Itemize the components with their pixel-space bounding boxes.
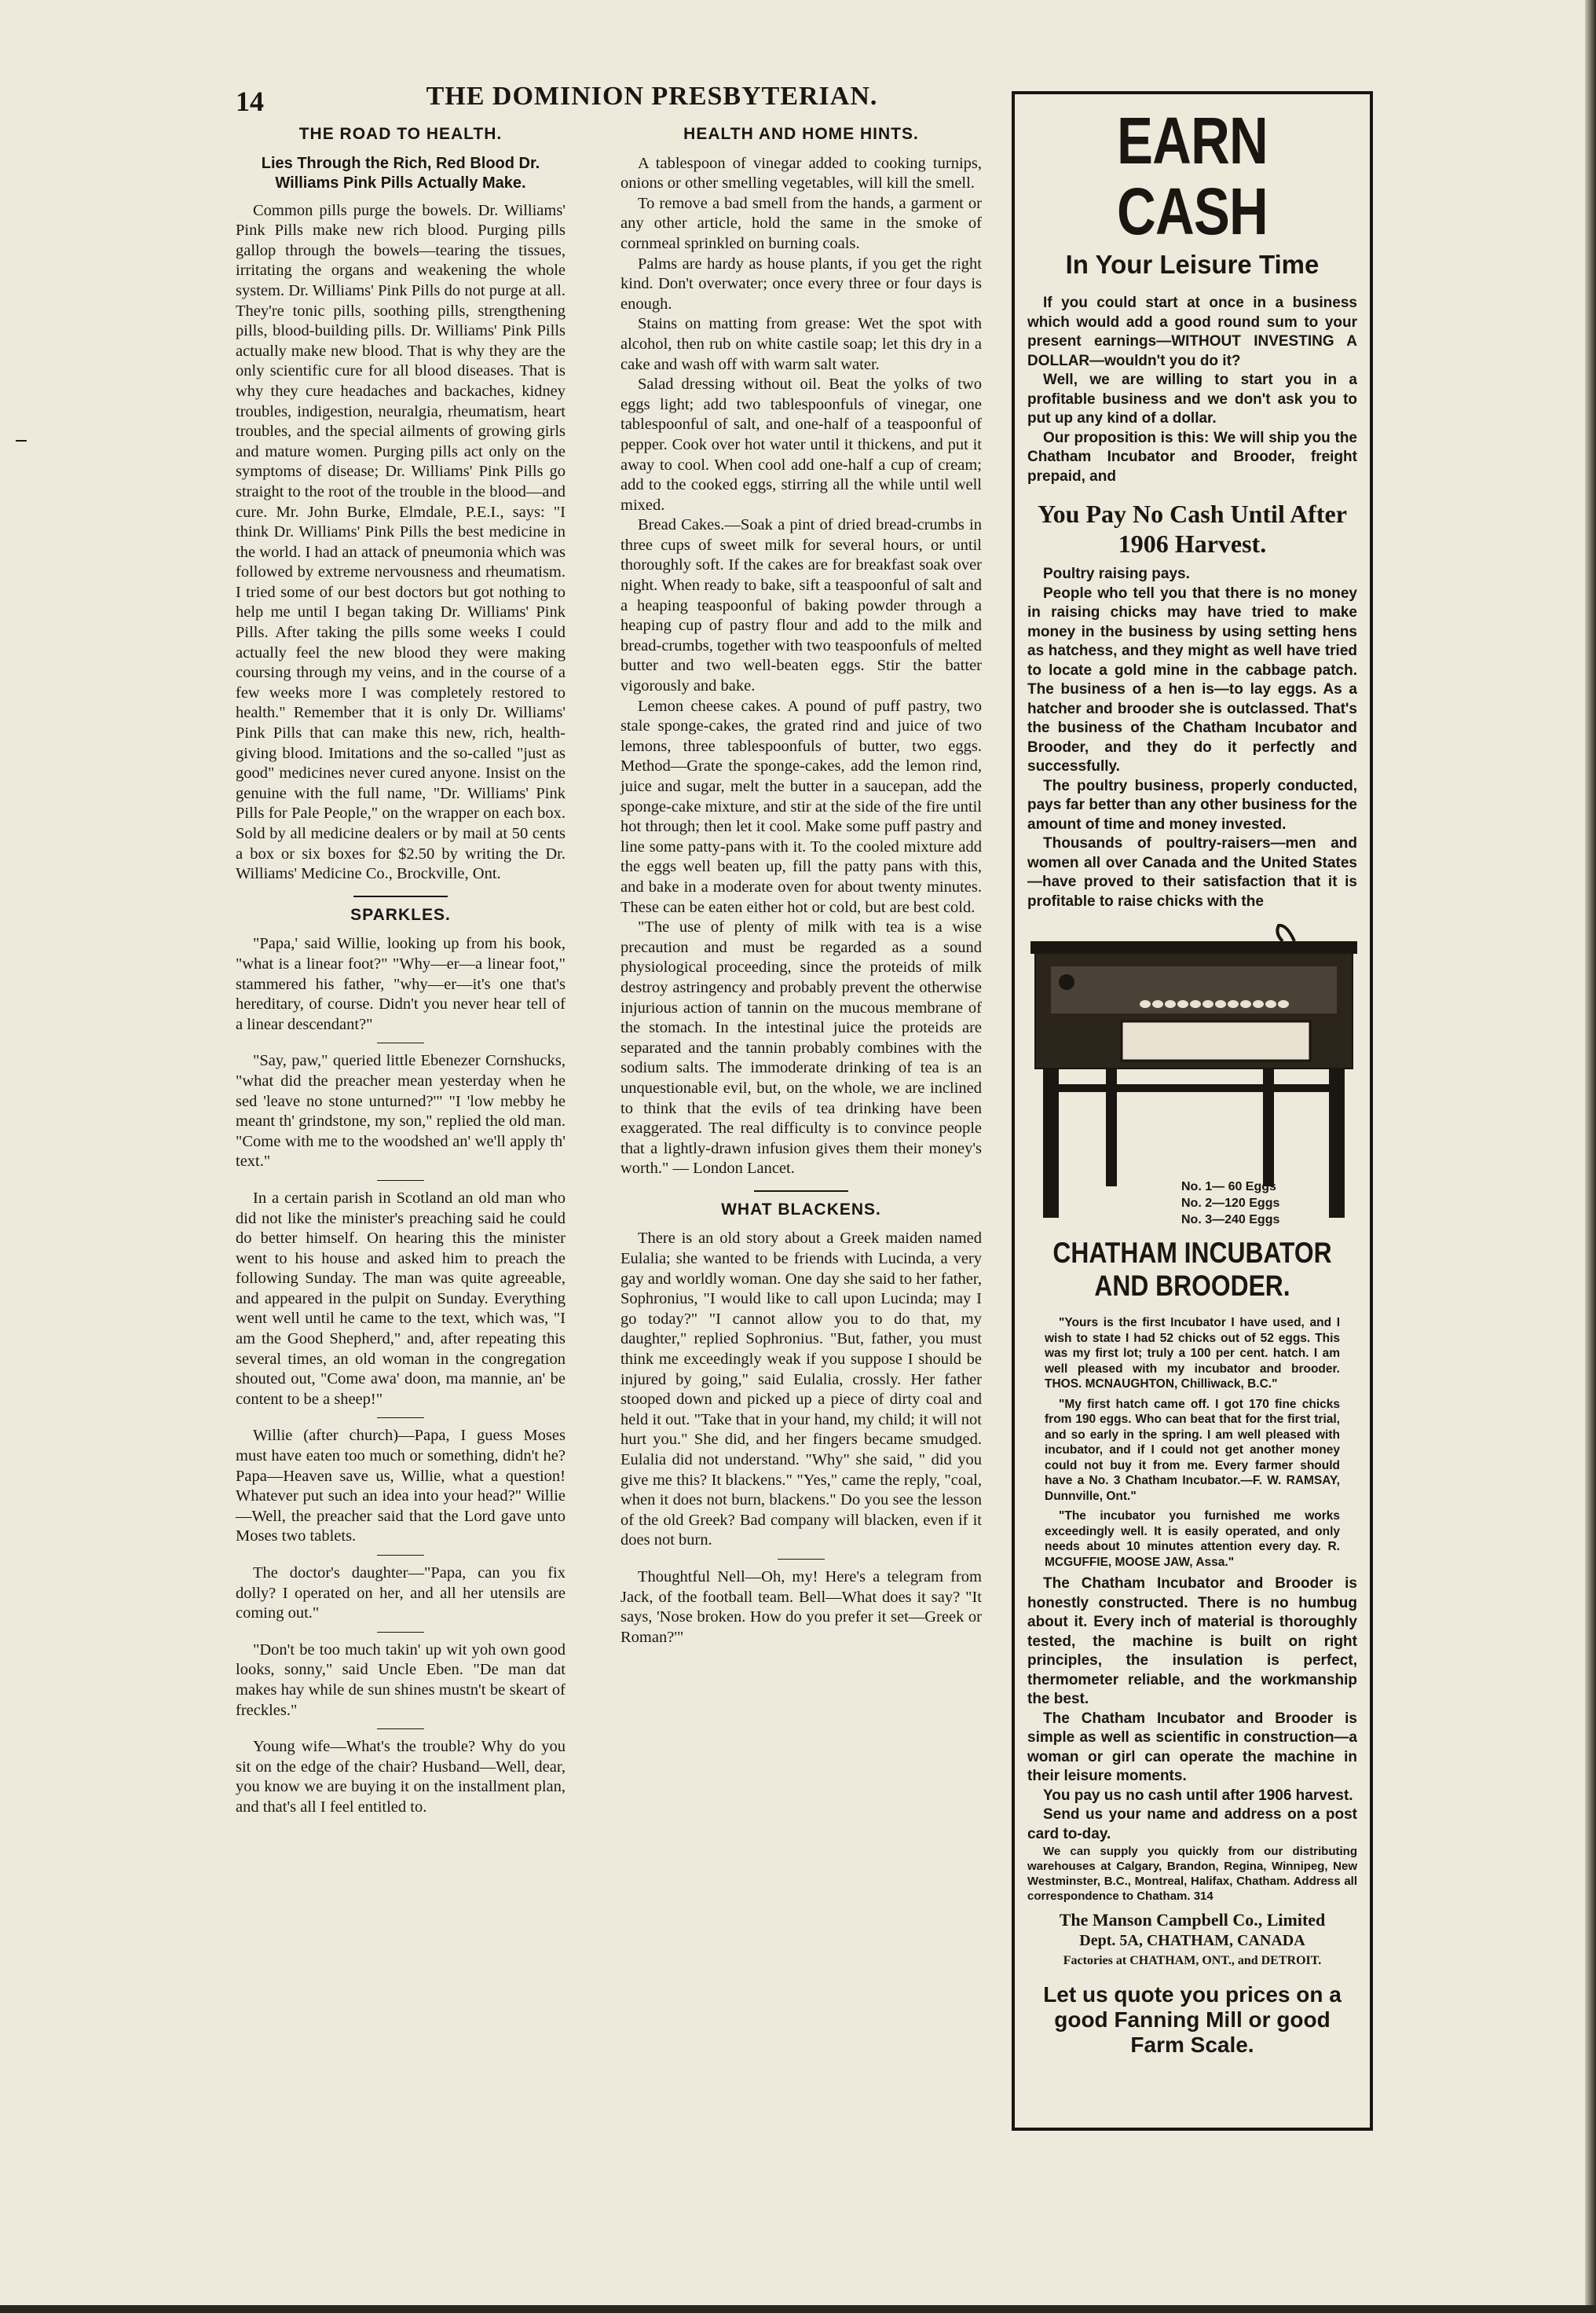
ad-paragraph: Thousands of poultry-raisers—men and women all over Canada and the United States—have proved to their satisfaction that it is profitable to raise chicks with the (1027, 835, 1357, 910)
hint-item: Bread Cakes.—Soak a pint of dried bread-crumbs in three cups of sweet milk for several hours, or until thoroughly soft. If the cakes are for breakfast soak over night. When ready to bake, sift a teaspoonful of salt and a heaping teaspoonful of baking powder through a heaping cup of pastry flour and add to the milk and bread-crumbs, together with two teaspoonfuls of melted butter and two well-beaten eggs. Stir the batter vigorously and bake. (620, 516, 982, 695)
sparkle-item: Young wife—What's the trouble? Why do you sit on the edge of the chair? Husband—Well, dear, you know we are buying it on the installment plan, and that's all I feel entitled to. (236, 1738, 566, 1816)
hint-item: Lemon cheese cakes. A pound of puff pastry, two stale sponge-cakes, the grated rind and juice of two lemons, three tablespoonfuls of butter, two eggs. Method—Grate the sponge-cakes, add the lemon rind, juice and sugar, melt the butter in a saucepan, add the sponge-cake mixture, and stir at the side of the fire until hot through; then let it cool. Make some puff pastry and line some patty-pans with it. To the cooled mixture add the eggs well beaten up, fill the patty pans with this, and bake in a moderate oven for about twenty minutes. These can be eaten either hot or cold, but are best cold. (620, 697, 982, 916)
article-title-what-blackens: WHAT BLACKENS. (721, 1200, 881, 1219)
company-name: The Manson Campbell Co., Limited (1059, 1910, 1326, 1930)
testimonial: "The incubator you furnished me works exceedingly well. It is easily operated, and only needs about 10 minutes attention every day. R. MCGUFFIE, MOOSE JAW, Assa." (1045, 1509, 1340, 1569)
sparkle-item: "Don't be too much takin' up wit yoh own good looks, sonny," said Uncle Eben. "De man dat makes hay while de sun shines mustn't be skeart of freckles." (236, 1640, 566, 1719)
section-rule (353, 896, 448, 897)
ad-body-lower (1027, 1574, 1357, 1904)
running-head: THE DOMINION PRESBYTERIAN. (426, 82, 878, 111)
sparkles-title: SPARKLES. (350, 905, 451, 924)
ad-headline: EARN CASH (1117, 104, 1268, 248)
size-option: No. 2—120 Eggs (1181, 1197, 1280, 1210)
item-rule (778, 1559, 825, 1560)
article-title-health-home-hints: HEALTH AND HOME HINTS. (683, 125, 919, 143)
ad-brand-name: CHATHAM INCUBATOR AND BROODER. (1052, 1237, 1332, 1302)
item-rule (377, 1417, 424, 1418)
ad-quote-line: Let us quote you prices on a good Fanning Mill or good Farm Scale. (1043, 1982, 1342, 2057)
testimonial: "Yours is the first Incubator I have used, and I wish to state I had 52 chicks out of 52 eggs. This was my first lot; truly a 100 per cent. hatch. I am well pleased with my incubator and brooder. THOS. MCNAUGHTON, Chilliwack, B.C." (1045, 1316, 1340, 1391)
section-rule (754, 1190, 848, 1192)
article-subtitle: Lies Through the Rich, Red Blood Dr. Williams Pink Pills Actually Make. (261, 154, 540, 192)
hint-item: "The use of plenty of milk with tea is a wise precaution and must be regarded as a sound physiological proceeding, since the proteids of milk destroy astringency and probably prevent the otherwise injurious action of tannin on the mucous membrane of the stomach. In the intestinal juice the proteids are separated and the tannin probably combines with the sodium salts. The immoderate drinking of tea is an unquestionable evil, but, on the whole, we are inclined to think that the evils of tea drinking have been exaggerated. The real difficulty is to convince people that a lightly-drawn infusion gives them their money's worth." — London Lancet. (620, 918, 982, 1178)
ad-address-block (1027, 1910, 1357, 1971)
hint-item: Palms are hardy as house plants, if you get the right kind. Don't overwater; once every three or four days is enough. (620, 255, 982, 313)
ad-paragraph: Our proposition is this: We will ship you the Chatham Incubator and Brooder, freight prepaid, and (1027, 429, 1357, 485)
size-option: No. 3—240 Eggs (1181, 1213, 1280, 1226)
ad-subhead: In Your Leisure Time (1065, 250, 1320, 279)
ad-big-offer: You Pay No Cash Until After 1906 Harvest. (1038, 500, 1347, 558)
item-rule (377, 1180, 424, 1181)
sparkle-item: The doctor's daughter—"Papa, can you fix dolly? I operated on her, and all her utensils are coming out." (236, 1564, 566, 1622)
ad-paragraph: The poultry business, properly conducted, pays far better than any other business for the amount of time and money invested. (1027, 777, 1357, 833)
column-left (236, 124, 566, 1818)
hint-item: Stains on matting from grease: Wet the spot with alcohol, then rub on white castile soap; let this dry in a cake and wash off with warm salt water. (620, 315, 982, 373)
ad-body (1027, 294, 1357, 911)
item-rule (377, 1555, 424, 1556)
article-title-road-to-health: THE ROAD TO HEALTH. (298, 125, 503, 143)
sparkle-item: In a certain parish in Scotland an old man who did not like the minister's preaching said he could do better himself. On hearing this the minister went to his house and asked him to preach the following Sunday. The man was quite agreeable, and appeared in the pulpit on Sunday. Everything went well until he came to the text, which was, "I am the Good Shepherd," and, after repeating this several times, an old woman in the congregation shouted out, "Come awa' doon, ma mannie, an' be content to be a sheep!" (236, 1189, 566, 1408)
advertisement-chatham-incubator (1012, 91, 1373, 2131)
ad-paragraph: People who tell you that there is no money in raising chicks may have tried to make money in the business by using setting hens as hatchess, and they might as well have tried to locate a gold mine in the cabbage patch. The business of a hen is—to lay eggs. As a hatcher and brooder she is outclassed. That's the business of the Chatham Incubator and Brooder, and they do it perfectly and successfully. (1027, 585, 1357, 775)
page-number: 14 (236, 86, 264, 117)
ad-paragraph: We can supply you quickly from our distributing warehouses at Calgary, Brandon, Regina, Winnipeg, New Westminster, B.C., Montreal, Halifax, Chatham. Address all correspondence to Chatham. 314 (1027, 1845, 1357, 1903)
ad-paragraph: Send us your name and address on a post card to-day. (1027, 1806, 1357, 1842)
margin-mark (16, 440, 27, 442)
testimonial: "My first hatch came off. I got 170 fine chicks from 190 eggs. Who can beat that for the first trial, and so early in the spring. I am well pleased with incubator, and if I could not get another money could not buy it from me. Every farmer should have a No. 3 Chatham Incubator.—F. W. RAMSAY, Dunnville, Ont." (1045, 1397, 1340, 1503)
column-middle (620, 124, 982, 1648)
sparkle-item: Willie (after church)—Papa, I guess Moses must have eaten too much or something, didn't he? Papa—Heaven save us, Willie, what a question! Whatever put such an idea into your head?" Willie—Well, the preacher said that the Lord gave unto Moses two tablets. (236, 1427, 566, 1545)
article-body-what-blackens: There is an old story about a Greek maiden named Eulalia; she wanted to be friends with Lucinda, a very gay and worldly woman. One day she said to her father, Sophronius, "I would like to call upon Lucinda; may I go today?" "I cannot allow you to do that, my daughter," replied Sophronius. "But, father, you must think me exceedingly weak if you suppose I should be injured by going," said Eulalia, crossly. Her father stooped down and picked up a piece of dirty coal and held it out. "Take that in your hand, my child; it will not hurt you." She did, and her fingers became smudged. Eulalia did not understand. "Why" she said, " did you give me this? It blackens." "Yes," came the reply, "coal, when it does not burn, blackens." Do you see the lesson of the old Greek? Bad company will blacken, even if it does not burn. (620, 1230, 982, 1549)
joke-nell: Thoughtful Nell—Oh, my! Here's a telegram from Jack, of the football team. Bell—What does it say? "It says, 'Nose broken. How do you prefer it set—Greek or Roman?'" (620, 1567, 982, 1646)
sparkle-item: "Say, paw," queried little Ebenezer Cornshucks, "what did the preacher mean yesterday when he sed 'leave no stone unturned?'" "I 'low mebby he meant th' grindstone, my son," replied the old man. "Come with me to the woodshed an' we'll apply th' text." (236, 1052, 566, 1171)
ad-paragraph: The Chatham Incubator and Brooder is simple as well as scientific in construction—a woman or girl can operate the machine in their leisure moments. (1027, 1710, 1357, 1784)
ad-paragraph: Well, we are willing to start you in a profitable business and we don't ask you to put up any kind of a dollar. (1027, 372, 1357, 427)
size-option: No. 1— 60 Eggs (1181, 1180, 1276, 1193)
ad-paragraph: You pay us no cash until after 1906 harvest. (1043, 1787, 1353, 1804)
company-factories: Factories at CHATHAM, ONT., and DETROIT. (1063, 1954, 1322, 1967)
item-rule (377, 1632, 424, 1633)
hint-item: A tablespoon of vinegar added to cooking turnips, onions or other smelling vegetables, will kill the smell. (620, 154, 982, 192)
ad-paragraph: Poultry raising pays. (1043, 566, 1190, 582)
sparkle-item: "Papa,' said Willie, looking up from his book, "what is a linear foot?" "Why—er—a linear foot," stammered his father, "why—er—it's one that's hereditary, of course. Didn't you never hear tell of a linear descendant?" (236, 935, 566, 1033)
ad-paragraph: If you could start at once in a business which would add a good round sum to your present earnings—WITHOUT INVESTING A DOLLAR—wouldn't you do it? (1027, 295, 1357, 369)
article-body-road-to-health: Common pills purge the bowels. Dr. Williams' Pink Pills make new rich blood. Purging pills gallop through the bowels—tearing the tissues, irritating the organs and weakening the whole system. Dr. Williams' Pink Pills do not purge at all. They're tonic pills, soothing pills, strengthening pills, blood-building pills. Dr. Williams' Pink Pills actually make new blood. That is why they are the only scientific cure for all blood diseases. That is why they cure headaches and backaches, kidney troubles, indigestion, neuralgia, rheumatism, heart troubles, and the special ailments of growing girls and mature women. Purging pills act only on the symptoms of disease; Dr. Williams' Pink Pills go straight to the root of the trouble in the blood—and cure. Mr. John Burke, Elmdale, P.E.I., says: "I think Dr. Williams' Pink Pills the best medicine in the world. I had an attack of pneumonia which was followed by extreme nervousness and rheumatism. I tried some of our best doctors but got nothing to help me until I began taking Dr. Williams' Pink Pills. After taking the pills some weeks I could actually feel the new blood they were making coursing through my veins, and in the course of a few weeks more I was completely restored to health." Remember that it is only Dr. Williams' Pink Pills that can make this new, rich, health-giving blood. Imitations and the so-called "just as good" medicines never cured anyone. Insist on the genuine with the full name, "Dr. Williams' Pink Pills for Pale People," on the wrapper on each box. Sold by all medicine dealers or by mail at 50 cents a box or six boxes for $2.50 by writing the Dr. Williams' Medicine Co., Brockville, Ont. (236, 201, 566, 883)
incubator-illustration (1027, 919, 1360, 1226)
incubator-sizes (1181, 1178, 1279, 1228)
ad-paragraph: The Chatham Incubator and Brooder is honestly constructed. There is no humbug about it. Every inch of material is thoroughly tested, the machine is built on right principles, the insulation is perfect, thermometer reliable, and the workmanship the best. (1027, 1575, 1357, 1707)
company-dept: Dept. 5A, CHATHAM, CANADA (1079, 1932, 1305, 1949)
hint-item: To remove a bad smell from the hands, a garment or any other article, hold the same in the smoke of cornmeal sprinkled on burning coals. (620, 194, 982, 252)
page-bottom-edge (0, 2305, 1596, 2313)
hint-item: Salad dressing without oil. Beat the yolks of two eggs light; add two tablespoonfuls of vinegar, one tablespoonful of salt, and one-half of a teaspoonful of pepper. Cook over hot water until it thickens, and put it away to cool. When cool add one-half a cup of cream; add to the cooked eggs, stirring all the while until well mixed. (620, 376, 982, 514)
item-rule (377, 1728, 424, 1729)
testimonials (1027, 1315, 1357, 1570)
page-edge-shadow (1585, 0, 1596, 2313)
